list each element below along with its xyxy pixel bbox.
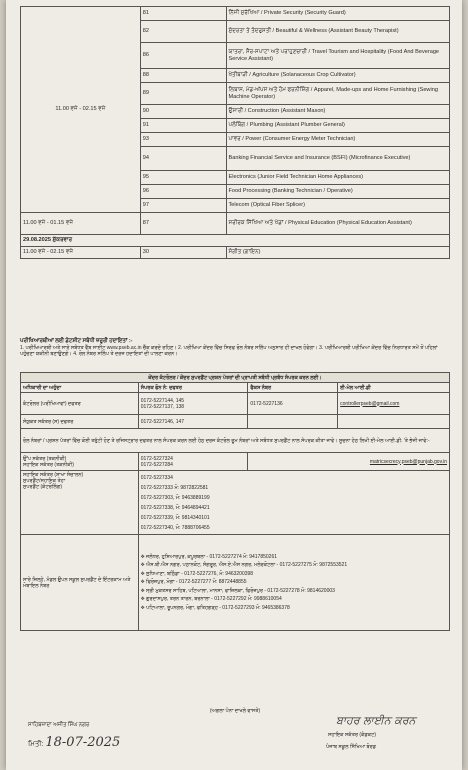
contacts-title: ਕੇਂਦਰ ਕੰਟਰੋਲਰ / ਕੇਂਦਰ ਸੁਪਰਡੈਂਟ ਪ੍ਰਸ਼ਨ ਪੱਤਰਾਂ ਦੀ ਪ੍ਰਾਪਤੀ ਸਬੰਧੀ ਪ੍ਰਬੰਧ ਸੰਪਰਕ ਕਰਨ ਲਈ।	[21, 373, 450, 383]
district-list	[138, 535, 449, 631]
subject-code: 30	[140, 247, 226, 259]
subject-code: 91	[140, 119, 226, 133]
district-item: ❖ ਜਲੰਧਰ, ਹੁਸ਼ਿਆਰਪੁਰ, ਕਪੂਰਥਲਾ - 0172-5227274 ਮੋ: 9417850261	[140, 553, 278, 560]
district-item: ❖ ਫਿਰੋਜ਼ਪੁਰ, ਮੋਗਾ - 0172-5227277 ਮੋ: 8872448855	[140, 579, 247, 586]
subject-name: Food Processing (Banking Technician / Operative)	[226, 185, 450, 199]
header-email: ਈ-ਮੇਲ ਆਈ.ਡੀ	[338, 383, 450, 393]
time-slot-cell: 11.00 ਵਜੇ - 02.15 ਵਜੇ	[21, 7, 141, 213]
subject-code: 95	[140, 171, 226, 185]
officer-name: ਉੱਪ ਸਕੱਤਰ (ਤਕਨੀਕੀ)	[23, 455, 67, 462]
subject-name: Telecom (Optical Fiber Splicer)	[226, 199, 450, 213]
footer-place: ਸਾਹਿਬਜ਼ਾਦਾ ਅਜੀਤ ਸਿੰਘ ਨਗਰ	[28, 722, 90, 728]
officer-phone: 0172-5227339, ਮੋ: 9814340101	[140, 514, 210, 521]
subject-name: ਖੇਤੀਬਾੜੀ / Agriculture (Solanaceous Crop Cultivator)	[226, 69, 450, 83]
officer-phone: 0172-5227144, 145 0172-5227137, 138	[138, 393, 248, 415]
officer-name: ਕੰਟਰੋਲਰ (ਪਰੀਖਿਆਵਾਂ) ਦਫਤਰ	[21, 393, 139, 415]
instructions-heading: ਪਰੀਖਿਆਰਥੀਆਂ ਲਈ ਡੇਟਸ਼ੀਟ ਸਬੰਧੀ ਜ਼ਰੂਰੀ ਹਦਾਇਤਾਂ :-	[20, 338, 133, 344]
subject-name: ਪਾਵਰ / Power (Consumer Energy Meter Technician)	[226, 133, 450, 147]
district-item: ❖ ਸ੍ਰੀ ਮੁਕਤਸਰ ਸਾਹਿਬ, ਪਟਿਆਲਾ, ਮਾਨਸਾ, ਫਾਜ਼ਿਲਕਾ, ਫਿਰੋਜ਼ਪੁਰ - 0172-5227278 ਮੋ: 9814620003	[140, 587, 335, 594]
time-slot-cell: 11.00 ਵਜੇ - 01.15 ਵਜੇ	[21, 213, 141, 235]
subject-code: 81	[140, 7, 226, 21]
subject-code: 90	[140, 105, 226, 119]
officer-email[interactable]: matricsecrecy.pseb@punjab.gov.in	[248, 453, 450, 471]
subject-name: ਸੁੰਦਰਤਾ ਤੇ ਤੰਦਰੁਸਤੀ / Beautiful & Wellness (Assistant Beauty Therapist)	[226, 21, 450, 43]
officer-phone: 0172-5227333 ਮੋ: 9872822581	[140, 484, 209, 491]
officer-phone-block	[138, 453, 248, 471]
district-heading: ਸਾਰੇ ਜ਼ਿਲ੍ਹੇ, ਮੰਡਲ ਉਪਨ ਸਕੂਲ ਸੁਪਰਡੈਂਟ ਦੇ ਇੰਟਰਕਾਮ ਅਤੇ ਮੋਬਾਇਲ ਨੰਬਰ	[21, 535, 139, 631]
footnote: (ਅਗਲਾ ਪੰਨਾ ਦਾਖਲੇ ਵਾਸਤੇ)	[209, 708, 261, 714]
officer-name-block	[21, 453, 139, 471]
subject-code: 94	[140, 147, 226, 171]
subject-code: 86	[140, 43, 226, 69]
date-label: ਮਿਤੀ:	[28, 741, 44, 748]
date-heading: 29.08.2025 ਸ਼ੁੱਕਰਵਾਰ	[21, 235, 450, 247]
subject-name: ਨਿੱਜੀ ਸੁਰੱਖਿਆ / Private Security (Security Guard)	[226, 7, 450, 21]
subject-code: 82	[140, 21, 226, 43]
officer-phone: 0172-5227334	[140, 474, 173, 481]
officer-phone: 0172-5227303, ਮੋ: 9463889199	[140, 494, 210, 501]
subject-code: 88	[140, 69, 226, 83]
subject-code: 97	[140, 199, 226, 213]
district-item: ❖ ਲੁਧਿਆਣਾ, ਬਠਿੰਡਾ - 0172-5227276, ਮੋ: 9463200398	[140, 570, 254, 577]
subject-name: ਉਸਾਰੀ / Construction (Assistant Mason)	[226, 105, 450, 119]
subject-code: 89	[140, 83, 226, 105]
officer-name: ਸੁਪਰਡੈਂਟ/ਸਹਾਇਕ ਤੇਹਾ	[23, 478, 66, 484]
instructions-text: 1. ਪਰੀਖਿਆਰਥੀ ਅਤੇ ਸਾਰੇ ਸਬੰਧਤ ਵੈੱਬ ਸਾਈਟ www.pseb.ac.in ਚੈੱਕ ਕਰਦੇ ਰਹਿਣ। 2. ਪਰੀਖਿਆ ਕੇਂਦਰ ਵਿੱਚ ਸਿਰਫ ਰੋਲ ਨੰਬਰ ਸਲਿੱਪ ਅਨੁਸਾਰ ਹੀ ਦਾਖਲ ਹੋਵੇਗਾ। 3. ਪਰੀਖਿਆਰਥੀ ਪਰੀਖਿਆ ਕੇਂਦਰ ਵਿੱਚ ਨਿਰਧਾਰਤ ਸਮੇਂ ਤੋਂ ਪਹਿਲਾਂ ਪਹੁੰਚਣਾ ਯਕੀਨੀ ਬਣਾਉਣਗੇ। 4. ਰੋਲ ਨੰਬਰ ਸਲਿੱਪ ਤੇ ਦਰਜ ਹਦਾਇਤਾਂ ਦੀ ਪਾਲਣਾ ਕਰਨ।	[20, 344, 438, 357]
district-item: ❖ ਗੁਰਦਾਸਪੁਰ, ਤਰਨ ਤਾਰਨ, ਬਰਨਾਲਾ - 0172-5227292 ਮੋ: 9988610054	[140, 596, 282, 603]
officer-phone: 0172-5227146, 147	[138, 415, 248, 429]
schedule-table	[20, 6, 450, 259]
officer-phone-list	[138, 471, 449, 535]
subject-name: Electronics (Junior Field Technician Home Appliances)	[226, 171, 450, 185]
officer-name: ਸਹਾਇਕ ਸਕੱਤਰ (ਸ਼ਾਖਾ ਸੰਚਾਲਨ)	[23, 472, 84, 478]
subject-name: ਲਿਬਾਸ, ਮੇਡ-ਅੱਪਸ ਅਤੇ ਹੋਮ ਫਰਨੀਸ਼ਿੰਗ / Apparel, Made-ups and Home Furnishing (Sewing Machine Operator)	[226, 83, 450, 105]
subject-name: ਸਰੀਰਕ ਸਿੱਖਿਆ ਅਤੇ ਖੇਡਾਂ / Physical Education (Physical Education Assistant)	[226, 213, 450, 235]
subject-name: ਸੰਗੀਤ (ਗਾਇਨ)	[226, 247, 450, 259]
signatory-designation: ਸਹਾਇਕ ਸਕੱਤਰ (ਕੰਡਕਟ)	[328, 732, 377, 738]
signature: ਬਾਹਰ ਲਾਈਨ ਕਰਨ	[336, 714, 416, 727]
subject-name: ਪਲੰਬਿੰਗ / Plumbing (Assistant Plumber General)	[226, 119, 450, 133]
officer-phone: 0172-5227338, ਮੋ: 9464894421	[140, 504, 210, 511]
board-name: ਪੰਜਾਬ ਸਕੂਲ ਸਿੱਖਿਆ ਬੋਰਡ	[326, 744, 376, 750]
subject-code: 87	[140, 213, 226, 235]
header-phone: ਸੰਪਰਕ ਫੋਨ ਨੰ: ਦਫਤਰ	[138, 383, 248, 393]
district-item: ❖ ਐਸ.ਬੀ.ਐਸ ਨਗਰ, ਪਠਾਨਕੋਟ, ਸੰਗਰੂਰ, ਐਸ.ਏ.ਐਸ ਨਗਰ, ਮਲੇਰਕੋਟਲਾ - 0172-5227275 ਮੋ: 9872553521	[140, 562, 348, 569]
subject-code: 96	[140, 185, 226, 199]
contacts-table	[20, 372, 450, 631]
footer-date	[28, 735, 120, 750]
officer-email[interactable]: controllerpseb@gmail.com	[338, 393, 450, 415]
officer-phone: 0172-5227340, ਮੋ: 7888706455	[140, 524, 210, 531]
time-slot-cell: 11.00 ਵਜੇ - 02.15 ਵਜੇ	[21, 247, 141, 259]
officer-name: ਸਹਾਇਕ ਸਕੱਤਰ (ਤਕਨੀਕੀ)	[23, 461, 74, 468]
officer-phone: 0172-5227324	[140, 455, 173, 462]
contacts-paragraph: ਰੋਲ ਨੰਬਰਾਂ / ਪ੍ਰਸ਼ਨ ਪੱਤਰਾਂ ਵਿੱਚ ਕੋਈ ਤਰੁੱਟੀ ਹੋਣ ਤੇ ਰਜਿਸਟ੍ਰਾਰ ਦਫਤਰ ਨਾਲ ਸੰਪਰਕ ਕਰਨ ਲਈ ਹੇਠ ਦਰਜ ਕੰਟਰੋਲ ਰੂਮ ਨੰਬਰਾਂ ਅਤੇ ਸਬੰਧਤ ਸੁਪਰਡੈਂਟ ਨਾਲ ਸੰਪਰਕ ਕੀਤਾ ਜਾਵੇ। ਸੂਚਨਾ ਹੇਠ ਲਿਖੀ ਈ-ਮੇਲ ਆਈ.ਡੀ. 'ਤੇ ਭੇਜੀ ਜਾਵੇ:-	[21, 429, 450, 453]
subject-name: Banking Financial Service and Insurance (BSFI) (Microfinance Executive)	[226, 147, 450, 171]
subject-code: 93	[140, 133, 226, 147]
officer-phone: 0172-5227284	[140, 461, 173, 468]
header-fax: ਫੈਕਸ ਨੰਬਰ	[248, 383, 338, 393]
subject-name: ਯਾਤਰਾ, ਸੈਰ-ਸਪਾਟਾ ਅਤੇ ਪਰਾਹੁਣਚਾਰੀ / Travel Tourism and Hospitality (Food And Beverage Service Assistant)	[226, 43, 450, 69]
officer-name: ਸੰਯੁਕਤ ਸਕੱਤਰ (ਸ) ਦਫਤਰ	[21, 415, 139, 429]
officer-name-block	[21, 471, 139, 535]
officer-name: ਸੁਪਰਡੈਂਟ (ਕੰਟਰੋਲਿੰਗ)	[23, 484, 63, 490]
handwritten-date: 18-07-2025	[45, 735, 121, 750]
district-item: ❖ ਪਟਿਆਲਾ, ਰੂਪਨਗਰ, ਮੋਗਾ, ਫਤਿਹਗੜ੍ਹ - 0172-5227293 ਮੋ: 9465386378	[140, 604, 290, 611]
header-officer: ਅਧਿਕਾਰੀ ਦਾ ਅਹੁੱਦਾ	[21, 383, 139, 393]
officer-fax: 0172-5227136	[248, 393, 338, 415]
instructions-block	[20, 338, 450, 357]
document-page	[6, 0, 462, 770]
